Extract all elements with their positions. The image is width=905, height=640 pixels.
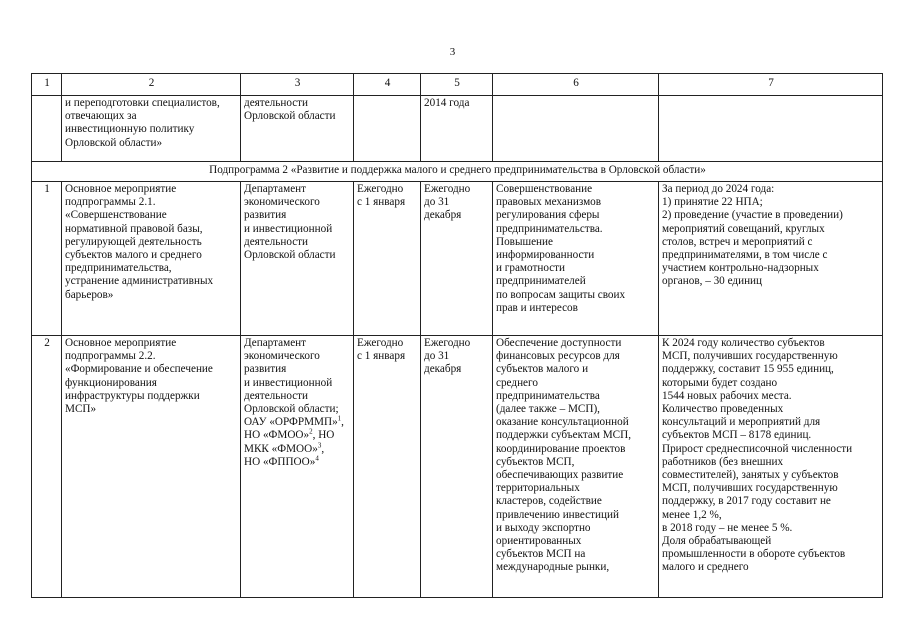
cell-measure: Основное мероприятие подпрограммы 2.1. «Совершенствование нормативной правовой базы, регулирующей деятельность субъектов малого и среднего предпринимательства, устранение административных барьеров» [62,182,241,336]
cell-executor: деятельности Орловской области [241,96,354,162]
cell-num: 1 [32,182,62,336]
column-number: 5 [421,74,493,96]
column-number: 7 [659,74,883,96]
page-number: 3 [449,46,456,58]
cell-executor: Департамент экономического развития и инвестиционной деятельности Орловской области; ОАУ «ОРФРММП»$^1$, НО «ФМОО»$^2$, НО МКК «ФМОО»$^3$, НО «ФППОО»$^4$ [241,336,354,598]
executor-org: НО «ФМОО» [244,429,310,442]
cell-executor: Департамент экономического развития и инвестиционной деятельности Орловской области [241,182,354,336]
column-number: 1 [32,74,62,96]
subprogram-title: Подпрограмма 2 «Развитие и поддержка малого и среднего предпринимательства в Орловской области» [32,162,883,182]
table-row [32,336,883,598]
cell-end: Ежегодно до 31 декабря [421,336,493,598]
footnote-mark: 3 [317,440,322,449]
executor-main: Департамент экономического развития и инвестиционной деятельности Орловской области; [244,337,339,416]
footnote-mark: 4 [315,454,319,463]
subprogram-row [32,162,883,182]
program-measures-table [31,73,883,598]
cell-result [493,96,659,162]
cell-result: Совершенствование правовых механизмов регулирования сферы предпринимательства. Повышение информированности и грамотности предпринимателей по вопросам защиты своих прав и интересов [493,182,659,336]
column-number: 3 [241,74,354,96]
cell-end: Ежегодно до 31 декабря [421,182,493,336]
cell-start: Ежегодно с 1 января [354,182,421,336]
continuation-row [32,96,883,162]
table-row [32,182,883,336]
cell-indicators [659,96,883,162]
executor-org: НО «ФППОО» [244,455,316,468]
cell-indicators: К 2024 году количество субъектов МСП, получивших государственную поддержку, составит 15 955 единиц, которыми будет создано 1544 новых рабочих места. Количество проведенных консультаций и мероприятий для субъектов МСП – 8178 единиц. Прирост среднесписочной численности работников (без внешних совместителей), занятых у субъектов МСП, получивших государственную поддержку, в 2017 году составит не менее 1,2 %, в 2018 году – не менее 5 %. Доля обрабатывающей промышленности в обороте субъектов малого и среднего [659,336,883,598]
executor-org: МКК «ФМОО» [244,442,318,455]
cell-indicators: За период до 2024 года: 1) принятие 22 НПА; 2) проведение (участие в проведении) мероприятий совещаний, круглых столов, встреч и мероприятий с предпринимателями, в том числе с участием контрольно-надзорных органов, – 30 единиц [659,182,883,336]
cell-num: 2 [32,336,62,598]
cell-measure: и переподготовки специалистов, отвечающих за инвестиционную политику Орловской области» [62,96,241,162]
executor-org-tail: , НО [312,429,335,442]
cell-measure: Основное мероприятие подпрограммы 2.2. «Формирование и обеспечение функционирования инфраструктуры поддержки МСП» [62,336,241,598]
column-number: 6 [493,74,659,96]
cell-result: Обеспечение доступности финансовых ресурсов для субъектов малого и среднего предпринимательства (далее также – МСП), оказание консультационной поддержки субъектам МСП, координирование проектов субъектов МСП, обеспечивающих развитие территориальных кластеров, содействие привлечению инвестиций и выходу экспортно ориентированных субъектов МСП на международные рынки, [493,336,659,598]
cell-end: 2014 года [421,96,493,162]
executor-org: ОАУ «ОРФРММП» [244,416,338,429]
cell-num [32,96,62,162]
column-number: 4 [354,74,421,96]
cell-start: Ежегодно с 1 января [354,336,421,598]
column-number-row [32,74,883,96]
footnote-mark: 1 [337,414,342,423]
cell-start [354,96,421,162]
column-number: 2 [62,74,241,96]
footnote-mark: 2 [309,427,313,436]
